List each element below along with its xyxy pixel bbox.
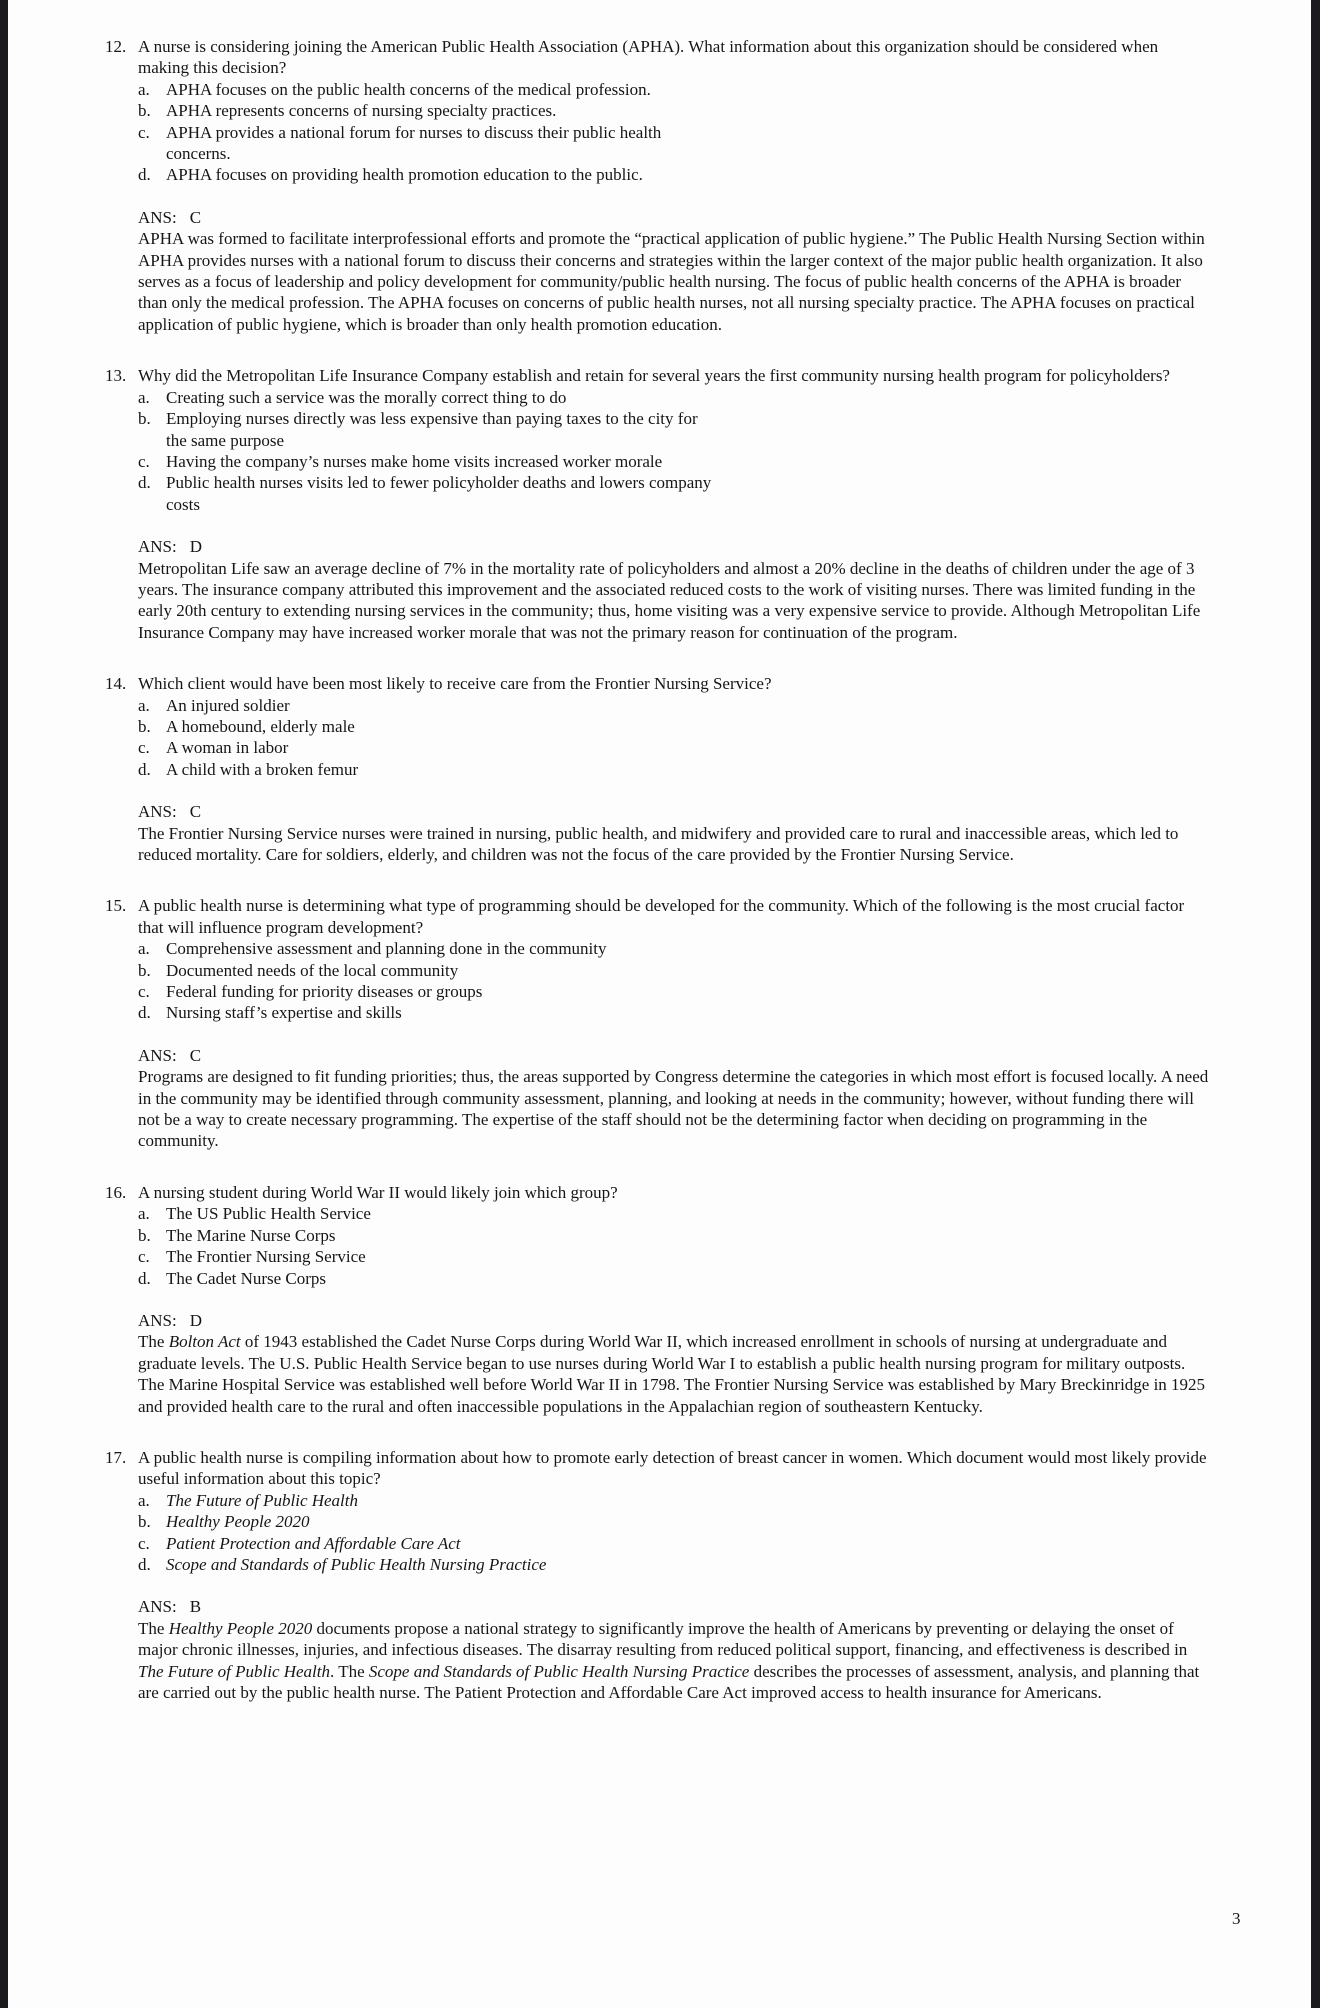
option-letter: b. <box>138 101 151 121</box>
option-letter: c. <box>138 1247 150 1267</box>
option-letter: d. <box>138 165 151 185</box>
question-number: 14. <box>105 674 127 694</box>
answer-option <box>138 1203 716 1224</box>
option-letter: c. <box>138 982 150 1002</box>
answer-option <box>138 938 716 959</box>
option-text: The Marine Nurse Corps <box>166 1225 336 1245</box>
option-letter: a. <box>138 1490 150 1510</box>
option-text: The Frontier Nursing Service <box>166 1247 366 1267</box>
rationale-run: Scope and Standards of Public Health Nursing Practice <box>368 1661 750 1681</box>
option-text: Scope and Standards of Public Health Nursing Practice <box>166 1554 547 1574</box>
answer-option <box>138 1225 716 1246</box>
option-letter: a. <box>138 695 150 715</box>
rationale-run: The <box>138 1618 169 1638</box>
answer-label: ANS: <box>138 1045 177 1065</box>
answer-option <box>138 79 716 100</box>
answer-line <box>138 1596 1212 1617</box>
option-text: The US Public Health Service <box>166 1204 371 1224</box>
options-list <box>138 79 716 186</box>
option-text: The Cadet Nurse Corps <box>166 1268 327 1288</box>
rationale-run: The Future of Public Health <box>138 1661 331 1681</box>
answer-option <box>138 695 716 716</box>
answer-line <box>138 1045 1212 1066</box>
answer-label: ANS: <box>138 537 177 557</box>
answer-line <box>138 801 1212 822</box>
option-text: Public health nurses visits led to fewer policyholder deaths and lowers company costs <box>166 473 712 514</box>
option-text: Having the company’s nurses make home visits increased worker morale <box>166 451 663 471</box>
question-number: 13. <box>105 366 127 386</box>
answer-option <box>138 1533 716 1554</box>
answer-label: ANS: <box>138 1310 177 1330</box>
option-text: Nursing staff’s expertise and skills <box>166 1003 402 1023</box>
option-text: A homebound, elderly male <box>166 716 355 736</box>
option-text: APHA focuses on the public health concerns of the medical profession. <box>166 79 651 99</box>
page-number: 3 <box>1232 1909 1241 1928</box>
option-letter: a. <box>138 939 150 959</box>
option-text: Creating such a service was the morally correct thing to do <box>166 387 567 407</box>
option-text: APHA focuses on providing health promotion education to the public. <box>166 165 643 185</box>
question-stem: A public health nurse is compiling information about how to promote early detection of breast cancer in women. Which document would most likely provide useful information about this topic? <box>138 1447 1207 1489</box>
question-block <box>105 673 1212 865</box>
rationale-text <box>138 228 1212 335</box>
rationale-run: Bolton Act <box>168 1332 241 1352</box>
question-block <box>105 1182 1212 1417</box>
options-list <box>138 1490 716 1576</box>
option-text: Comprehensive assessment and planning done in the community <box>166 939 607 959</box>
scan-edge-left <box>0 0 8 2008</box>
question-stem: Which client would have been most likely to receive care from the Frontier Nursing Service? <box>138 674 772 694</box>
rationale-text <box>138 1066 1212 1152</box>
answer-label: ANS: <box>138 1597 177 1617</box>
rationale-run: The Frontier Nursing Service nurses were trained in nursing, public health, and midwifery and provided care to rural and inaccessible areas, which led to reduced mortality. Care for soldiers, elderly, and children was not the focus of the care provided by the Frontier Nursing Service. <box>138 823 1179 864</box>
answer-value: C <box>189 207 202 227</box>
option-letter: d. <box>138 473 151 493</box>
option-text: Federal funding for priority diseases or groups <box>166 982 483 1002</box>
rationale-text <box>138 1618 1212 1704</box>
options-list <box>138 938 716 1024</box>
rationale-run: Programs are designed to fit funding priorities; thus, the areas supported by Congress determine the categories in which most effort is focused locally. A need in the community may be identified through community assessment, planning, and looking at needs in the community; however, without funding there will not be a way to create necessary programming. The expertise of the staff should not be the determining factor when deciding on programming in the community. <box>138 1067 1209 1151</box>
option-text: APHA represents concerns of nursing specialty practices. <box>166 101 557 121</box>
option-letter: b. <box>138 1225 151 1245</box>
answer-label: ANS: <box>138 207 177 227</box>
option-text: Documented needs of the local community <box>166 960 459 980</box>
question-block <box>105 365 1212 643</box>
option-letter: c. <box>138 1533 150 1553</box>
option-text: Employing nurses directly was less expensive than paying taxes to the city for the same purpose <box>166 409 698 450</box>
options-list <box>138 1203 716 1289</box>
answer-option <box>138 451 716 472</box>
answer-label: ANS: <box>138 802 177 822</box>
question-block <box>105 895 1212 1151</box>
answer-option <box>138 1554 716 1575</box>
option-letter: d. <box>138 759 151 779</box>
option-text: A child with a broken femur <box>166 759 359 779</box>
rationale-run: Metropolitan Life saw an average decline of 7% in the mortality rate of policyholders and almost a 20% decline in the deaths of children under the age of 3 years. The insurance company attributed this improvement and the associated reduced costs to the work of visiting nurses. There was limited funding in the early 20th century to extending nursing services in the community; thus, home visiting was a very expensive service to provide. Although Metropolitan Life Insurance Company may have increased worker morale that was not the primary reason for continuation of the program. <box>138 558 1201 642</box>
answer-value: C <box>189 1045 202 1065</box>
option-text: An injured soldier <box>166 695 290 715</box>
rationale-run: of 1943 established the Cadet Nurse Corps during World War II, which increased enrollment in schools of nursing at undergraduate and graduate levels. The U.S. Public Health Service began to use nurses during World War I to establish a public health nursing program for military outposts. The Marine Hospital Service was established well before World War II in 1798. The Frontier Nursing Service was established by Mary Breckinridge in 1925 and provided health care to the rural and often inaccessible populations in the Appalachian region of southeastern Kentucky. <box>138 1332 1206 1416</box>
question-block <box>105 1447 1212 1703</box>
option-letter: c. <box>138 738 150 758</box>
answer-option <box>138 472 716 515</box>
options-list <box>138 387 716 515</box>
rationale-run: . The <box>330 1661 369 1681</box>
answer-value: B <box>189 1597 202 1617</box>
option-letter: a. <box>138 1204 150 1224</box>
question-list <box>105 36 1212 1733</box>
rationale-run: APHA was formed to facilitate interprofessional efforts and promote the “practical application of public hygiene.” The Public Health Nursing Section within APHA provides nurses with a national forum to discuss their concerns and strategies within the larger context of the major public health organization. It also serves as a focus of leadership and policy development for community/public health nursing. The focus of public health concerns of the APHA is broader than only the medical profession. The APHA focuses on concerns of public health nurses, not all nursing specialty practice. The APHA focuses on practical application of public hygiene, which is broader than only health promotion education. <box>138 229 1205 334</box>
options-list <box>138 695 716 781</box>
option-letter: b. <box>138 960 151 980</box>
answer-option <box>138 1268 716 1289</box>
question-stem: A nursing student during World War II would likely join which group? <box>138 1182 618 1202</box>
answer-option <box>138 716 716 737</box>
question-number: 12. <box>105 37 127 56</box>
question-number: 17. <box>105 1447 127 1467</box>
rationale-run: Healthy People 2020 <box>168 1618 313 1638</box>
answer-option <box>138 387 716 408</box>
option-letter: b. <box>138 716 151 736</box>
answer-value: D <box>189 1310 203 1330</box>
option-letter: b. <box>138 1512 151 1532</box>
rationale-text <box>138 823 1212 866</box>
scan-edge-right <box>1311 0 1320 2008</box>
rationale-run: describes the processes of assessment, analysis, and planning that are carried out by the public health nurse. The Patient Protection and Affordable Care Act improved access to health insurance for Americans. <box>138 1661 1200 1702</box>
answer-option <box>138 737 716 758</box>
rationale-text <box>138 558 1212 644</box>
option-letter: a. <box>138 387 150 407</box>
question-number: 16. <box>105 1182 127 1202</box>
question-block <box>105 36 1212 335</box>
option-letter: c. <box>138 122 150 142</box>
answer-line <box>138 1310 1212 1331</box>
option-letter: b. <box>138 409 151 429</box>
answer-option <box>138 1002 716 1023</box>
answer-option <box>138 1246 716 1267</box>
answer-option <box>138 164 716 185</box>
question-stem: Why did the Metropolitan Life Insurance Company establish and retain for several years the first community nursing health program for policyholders? <box>138 366 1170 386</box>
answer-option <box>138 759 716 780</box>
answer-line <box>138 207 1212 228</box>
answer-option <box>138 408 716 451</box>
option-letter: a. <box>138 79 150 99</box>
answer-value: D <box>189 537 203 557</box>
option-text: APHA provides a national forum for nurses to discuss their public health concerns. <box>166 122 662 164</box>
option-text: Patient Protection and Affordable Care Act <box>166 1533 461 1553</box>
answer-option <box>138 960 716 981</box>
answer-option <box>138 100 716 121</box>
answer-option <box>138 1511 716 1532</box>
answer-line <box>138 536 1212 557</box>
option-text: Healthy People 2020 <box>166 1512 310 1532</box>
option-letter: d. <box>138 1268 151 1288</box>
option-text: The Future of Public Health <box>166 1490 359 1510</box>
rationale-text <box>138 1331 1212 1417</box>
question-stem: A public health nurse is determining what type of programming should be developed for the community. Which of the following is the most crucial factor that will influence program development? <box>138 896 1185 937</box>
question-stem: A nurse is considering joining the American Public Health Association (APHA). What information about this organization should be considered when making this decision? <box>138 37 1159 78</box>
option-text: A woman in labor <box>166 738 289 758</box>
answer-option <box>138 122 716 165</box>
rationale-run: The <box>138 1332 169 1352</box>
answer-option <box>138 1490 716 1511</box>
option-letter: c. <box>138 451 150 471</box>
rationale-run: documents propose a national strategy to significantly improve the health of Americans by preventing or delaying the onset of major chronic illnesses, injuries, and infectious diseases. The disarray resulting from reduced political support, financing, and effectiveness is described in <box>138 1618 1188 1660</box>
option-letter: d. <box>138 1554 151 1574</box>
answer-value: C <box>189 802 202 822</box>
question-number: 15. <box>105 896 127 916</box>
answer-option <box>138 981 716 1002</box>
option-letter: d. <box>138 1003 151 1023</box>
